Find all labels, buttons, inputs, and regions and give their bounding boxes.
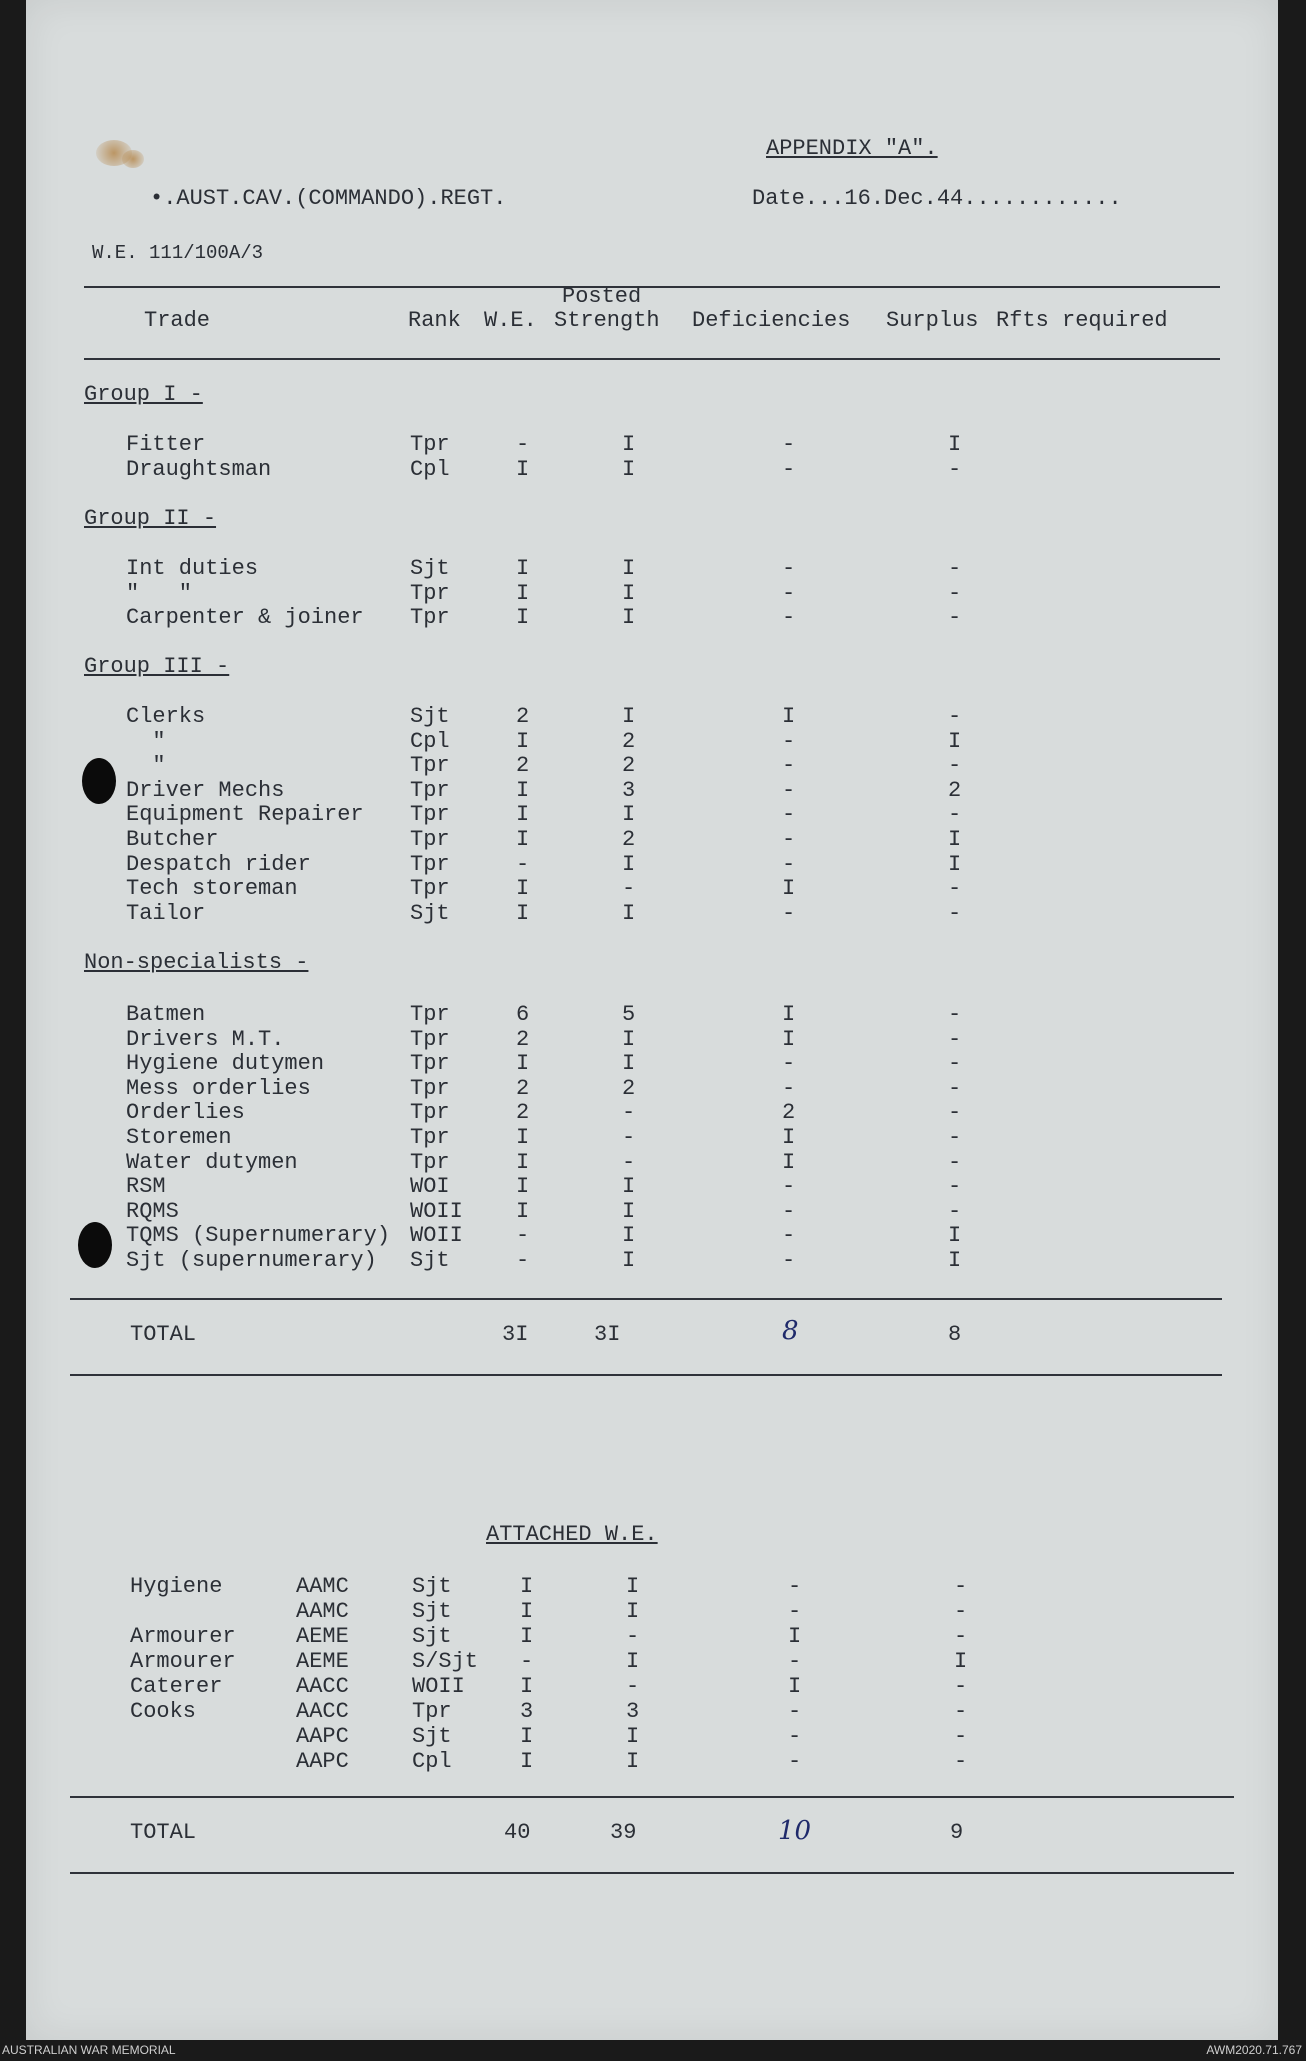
footer-left: AUSTRALIAN WAR MEMORIAL	[2, 2043, 176, 2057]
surplus-cell: -	[948, 556, 962, 581]
strength-cell: 2	[622, 728, 636, 754]
attached-corps-cell: AAPC	[296, 1749, 349, 1774]
surplus-cell: -	[948, 1149, 962, 1175]
trade-cell: Tailor	[126, 900, 206, 926]
attached-surplus-cell: -	[954, 1574, 968, 1599]
surplus-cell: -	[948, 704, 962, 729]
attached-rank-cell: Cpl	[412, 1749, 452, 1774]
strength-cell: I	[622, 851, 636, 877]
surplus-cell: -	[948, 900, 962, 926]
we-cell: I	[516, 900, 530, 926]
surplus-cell: I	[948, 851, 962, 877]
appendix-title: APPENDIX "A".	[766, 136, 938, 161]
rank-cell: Tpr	[410, 1125, 450, 1150]
attached-deficiencies-cell: -	[788, 1724, 802, 1749]
deficiencies-cell: -	[782, 1223, 796, 1249]
punch-hole	[82, 758, 116, 804]
attached-trade-cell: Armourer	[130, 1624, 236, 1649]
attached-rank-cell: S/Sjt	[412, 1649, 479, 1674]
trade-cell: Driver Mechs	[126, 777, 285, 803]
we-cell: 6	[516, 1002, 530, 1027]
attached-strength-cell: -	[626, 1624, 640, 1649]
rank-cell: Tpr	[410, 802, 450, 828]
trade-cell: Drivers M.T.	[126, 1026, 285, 1052]
attached-we-cell: I	[520, 1599, 534, 1624]
deficiencies-cell: -	[782, 432, 796, 457]
we-cell: I	[516, 1198, 530, 1224]
attached-surplus-cell: -	[954, 1749, 968, 1774]
deficiencies-cell: -	[782, 900, 796, 926]
attached-rank-cell: Tpr	[412, 1699, 452, 1724]
total2-surplus: 9	[950, 1820, 964, 1845]
surplus-cell: 2	[948, 777, 962, 803]
attached-strength-cell: I	[626, 1724, 640, 1749]
unit-name: •.AUST.CAV.(COMMANDO).REGT.	[150, 186, 507, 211]
we-reference: W.E. 111/100A/3	[92, 242, 264, 264]
surplus-cell: I	[948, 728, 962, 754]
deficiencies-cell: -	[782, 1248, 796, 1273]
rank-cell: Tpr	[410, 1100, 450, 1126]
we-cell: I	[516, 556, 530, 581]
col-posted: Posted	[562, 284, 642, 309]
trade-cell: Fitter	[126, 432, 206, 457]
rank-cell: Tpr	[410, 432, 450, 457]
col-surplus: Surplus	[886, 308, 979, 333]
strength-cell: 2	[622, 827, 636, 852]
surplus-cell: -	[948, 1051, 962, 1077]
col-trade: Trade	[144, 308, 211, 333]
surplus-cell: -	[948, 1075, 962, 1101]
attached-we-cell: I	[520, 1574, 534, 1599]
deficiencies-cell: -	[782, 556, 796, 581]
strength-cell: -	[622, 1100, 636, 1126]
trade-cell: TQMS (Supernumerary)	[126, 1223, 391, 1249]
surplus-cell: -	[948, 753, 962, 779]
trade-cell: Batmen	[126, 1002, 206, 1027]
attached-rank-cell: WOII	[412, 1674, 465, 1699]
attached-strength-cell: I	[626, 1749, 640, 1774]
total2-rule-bottom	[70, 1872, 1234, 1874]
attached-deficiencies-cell: -	[788, 1749, 802, 1774]
we-cell: I	[516, 876, 530, 902]
rank-cell: Tpr	[410, 753, 450, 779]
attached-corps-cell: AAMC	[296, 1574, 349, 1599]
punch-hole	[78, 1222, 112, 1268]
date-dots: ............	[963, 186, 1122, 211]
we-cell: I	[516, 605, 530, 631]
group-title: Group III -	[84, 654, 230, 679]
date-line	[752, 186, 1122, 211]
group-title: Non-specialists -	[84, 950, 309, 975]
we-cell: 2	[516, 704, 530, 729]
attached-title: ATTACHED W.E.	[486, 1522, 658, 1547]
surplus-cell: -	[948, 1002, 962, 1027]
we-cell: I	[516, 1174, 530, 1200]
total2-deficiencies: 10	[778, 1816, 812, 1846]
trade-cell: Storemen	[126, 1125, 232, 1150]
trade-cell: Water dutymen	[126, 1149, 298, 1175]
rank-cell: Tpr	[410, 1002, 450, 1027]
attached-strength-cell: 3	[626, 1699, 640, 1724]
rank-cell: Tpr	[410, 876, 450, 902]
col-we: W.E.	[484, 308, 537, 333]
rank-cell: Tpr	[410, 827, 450, 852]
we-cell: -	[516, 1223, 530, 1249]
rank-cell: Tpr	[410, 851, 450, 877]
attached-trade-cell: Hygiene	[130, 1574, 223, 1599]
strength-cell: I	[622, 1051, 636, 1077]
trade-cell: Orderlies	[126, 1100, 245, 1126]
rank-cell: WOI	[410, 1174, 450, 1200]
rank-cell: Sjt	[410, 900, 450, 926]
deficiencies-cell: -	[782, 1174, 796, 1200]
total2-we: 40	[504, 1820, 531, 1845]
attached-corps-cell: AAMC	[296, 1599, 349, 1624]
we-cell: 2	[516, 1026, 530, 1052]
rank-cell: Tpr	[410, 605, 450, 631]
rank-cell: Cpl	[410, 728, 450, 754]
date-value: 16.Dec.44	[844, 186, 964, 211]
attached-we-cell: 3	[520, 1699, 534, 1724]
attached-deficiencies-cell: -	[788, 1574, 802, 1599]
we-cell: I	[516, 456, 530, 482]
attached-we-cell: -	[520, 1649, 534, 1674]
strength-cell: -	[622, 876, 636, 902]
attached-corps-cell: AACC	[296, 1674, 349, 1699]
rank-cell: Tpr	[410, 1075, 450, 1101]
deficiencies-cell: -	[782, 728, 796, 754]
attached-rank-cell: Sjt	[412, 1724, 452, 1749]
trade-cell: Equipment Repairer	[126, 802, 364, 828]
total-label: TOTAL	[130, 1322, 197, 1347]
deficiencies-cell: I	[782, 1149, 796, 1175]
col-strength: Strength	[554, 308, 660, 333]
surplus-cell: -	[948, 1174, 962, 1200]
total-strength: 3I	[594, 1322, 621, 1347]
strength-cell: I	[622, 900, 636, 926]
we-cell: I	[516, 777, 530, 803]
strength-cell: I	[622, 605, 636, 631]
attached-strength-cell: I	[626, 1574, 640, 1599]
we-cell: 2	[516, 1100, 530, 1126]
trade-cell: Tech storeman	[126, 876, 298, 902]
rank-cell: Sjt	[410, 1248, 450, 1273]
trade-cell: RSM	[126, 1174, 166, 1200]
surplus-cell: -	[948, 580, 962, 606]
total-we: 3I	[502, 1322, 529, 1347]
strength-cell: I	[622, 704, 636, 729]
attached-deficiencies-cell: I	[788, 1624, 802, 1649]
we-cell: 2	[516, 1075, 530, 1101]
deficiencies-cell: -	[782, 802, 796, 828]
strength-cell: 5	[622, 1002, 636, 1027]
surplus-cell: -	[948, 456, 962, 482]
deficiencies-cell: -	[782, 827, 796, 852]
attached-rank-cell: Sjt	[412, 1599, 452, 1624]
trade-cell: Mess orderlies	[126, 1075, 311, 1101]
deficiencies-cell: -	[782, 753, 796, 779]
total2-rule-top	[70, 1796, 1234, 1798]
strength-cell: 2	[622, 753, 636, 779]
rank-cell: Tpr	[410, 1149, 450, 1175]
strength-cell: I	[622, 556, 636, 581]
we-cell: I	[516, 1051, 530, 1077]
attached-surplus-cell: -	[954, 1724, 968, 1749]
attached-trade-cell: Caterer	[130, 1674, 223, 1699]
attached-surplus-cell: I	[954, 1649, 968, 1674]
deficiencies-cell: I	[782, 704, 796, 729]
rank-cell: Tpr	[410, 1051, 450, 1077]
col-deficiencies: Deficiencies	[692, 308, 851, 333]
we-cell: I	[516, 1149, 530, 1175]
strength-cell: -	[622, 1149, 636, 1175]
surplus-cell: -	[948, 1198, 962, 1224]
we-cell: I	[516, 728, 530, 754]
attached-we-cell: I	[520, 1624, 534, 1649]
deficiencies-cell: I	[782, 1026, 796, 1052]
we-cell: -	[516, 432, 530, 457]
attached-deficiencies-cell: -	[788, 1699, 802, 1724]
deficiencies-cell: I	[782, 1002, 796, 1027]
attached-corps-cell: AAPC	[296, 1724, 349, 1749]
header-rule-bottom	[84, 358, 1220, 360]
surplus-cell: -	[948, 1026, 962, 1052]
strength-cell: I	[622, 580, 636, 606]
attached-deficiencies-cell: -	[788, 1599, 802, 1624]
attached-trade-cell: Cooks	[130, 1699, 197, 1724]
total2-label: TOTAL	[130, 1820, 197, 1845]
strength-cell: I	[622, 1198, 636, 1224]
trade-cell: "	[126, 753, 166, 779]
deficiencies-cell: -	[782, 580, 796, 606]
total-rule-top-end	[1172, 1298, 1222, 1300]
surplus-cell: -	[948, 1100, 962, 1126]
surplus-cell: -	[948, 1125, 962, 1150]
strength-cell: I	[622, 1174, 636, 1200]
we-cell: I	[516, 580, 530, 606]
rank-cell: Sjt	[410, 704, 450, 729]
strength-cell: I	[622, 456, 636, 482]
attached-corps-cell: AEME	[296, 1649, 349, 1674]
deficiencies-cell: I	[782, 1125, 796, 1150]
deficiencies-cell: -	[782, 1198, 796, 1224]
trade-cell: " "	[126, 580, 193, 606]
trade-cell: Draughtsman	[126, 456, 272, 482]
strength-cell: -	[622, 1125, 636, 1150]
surplus-cell: I	[948, 1248, 962, 1273]
total-rule-bottom	[70, 1374, 1222, 1376]
total-deficiencies: 8	[782, 1316, 799, 1346]
rank-cell: Tpr	[410, 1026, 450, 1052]
trade-cell: RQMS	[126, 1198, 179, 1224]
surplus-cell: -	[948, 605, 962, 631]
deficiencies-cell: -	[782, 1051, 796, 1077]
attached-surplus-cell: -	[954, 1674, 968, 1699]
attached-strength-cell: -	[626, 1674, 640, 1699]
trade-cell: Int duties	[126, 556, 259, 581]
strength-cell: I	[622, 1223, 636, 1249]
attached-we-cell: I	[520, 1724, 534, 1749]
attached-corps-cell: AEME	[296, 1624, 349, 1649]
surplus-cell: -	[948, 802, 962, 828]
attached-deficiencies-cell: I	[788, 1674, 802, 1699]
strength-cell: I	[622, 1248, 636, 1273]
trade-cell: Despatch rider	[126, 851, 311, 877]
rust-stain	[122, 150, 144, 168]
attached-strength-cell: I	[626, 1649, 640, 1674]
trade-cell: Hygiene dutymen	[126, 1051, 325, 1077]
col-rfts: Rfts required	[996, 308, 1168, 333]
surplus-cell: -	[948, 876, 962, 902]
group-title: Group II -	[84, 506, 217, 531]
deficiencies-cell: -	[782, 456, 796, 482]
trade-cell: Carpenter & joiner	[126, 605, 364, 631]
deficiencies-cell: -	[782, 1075, 796, 1101]
attached-strength-cell: I	[626, 1599, 640, 1624]
attached-surplus-cell: -	[954, 1624, 968, 1649]
attached-surplus-cell: -	[954, 1599, 968, 1624]
strength-cell: 2	[622, 1075, 636, 1101]
col-rank: Rank	[408, 308, 461, 333]
header-rule	[84, 286, 1220, 288]
trade-cell: Sjt (supernumerary)	[126, 1248, 377, 1273]
rank-cell: Cpl	[410, 456, 450, 482]
strength-cell: I	[622, 1026, 636, 1052]
attached-we-cell: I	[520, 1674, 534, 1699]
trade-cell: Clerks	[126, 704, 206, 729]
attached-surplus-cell: -	[954, 1699, 968, 1724]
rank-cell: Tpr	[410, 777, 450, 803]
strength-cell: I	[622, 802, 636, 828]
surplus-cell: I	[948, 827, 962, 852]
we-cell: -	[516, 851, 530, 877]
deficiencies-cell: 2	[782, 1100, 796, 1126]
total-surplus: 8	[948, 1322, 962, 1347]
attached-rank-cell: Sjt	[412, 1574, 452, 1599]
surplus-cell: I	[948, 1223, 962, 1249]
deficiencies-cell: -	[782, 605, 796, 631]
attached-corps-cell: AACC	[296, 1699, 349, 1724]
trade-cell: "	[126, 728, 166, 754]
footer-right: AWM2020.71.767	[1206, 2043, 1302, 2057]
rank-cell: Sjt	[410, 556, 450, 581]
strength-cell: 3	[622, 777, 636, 803]
total2-strength: 39	[610, 1820, 637, 1845]
trade-cell: Butcher	[126, 827, 219, 852]
we-cell: I	[516, 827, 530, 852]
deficiencies-cell: -	[782, 851, 796, 877]
attached-deficiencies-cell: -	[788, 1649, 802, 1674]
strength-cell: I	[622, 432, 636, 457]
group-title: Group I -	[84, 382, 203, 407]
attached-trade-cell: Armourer	[130, 1649, 236, 1674]
we-cell: 2	[516, 753, 530, 779]
we-cell: I	[516, 802, 530, 828]
surplus-cell: I	[948, 432, 962, 457]
attached-rank-cell: Sjt	[412, 1624, 452, 1649]
document-page	[26, 0, 1278, 2040]
attached-we-cell: I	[520, 1749, 534, 1774]
rank-cell: WOII	[410, 1223, 463, 1249]
rank-cell: Tpr	[410, 580, 450, 606]
deficiencies-cell: I	[782, 876, 796, 902]
date-label: Date...	[752, 186, 845, 211]
we-cell: I	[516, 1125, 530, 1150]
total-rule-top	[70, 1298, 1200, 1300]
deficiencies-cell: -	[782, 777, 796, 803]
we-cell: -	[516, 1248, 530, 1273]
rank-cell: WOII	[410, 1198, 463, 1224]
